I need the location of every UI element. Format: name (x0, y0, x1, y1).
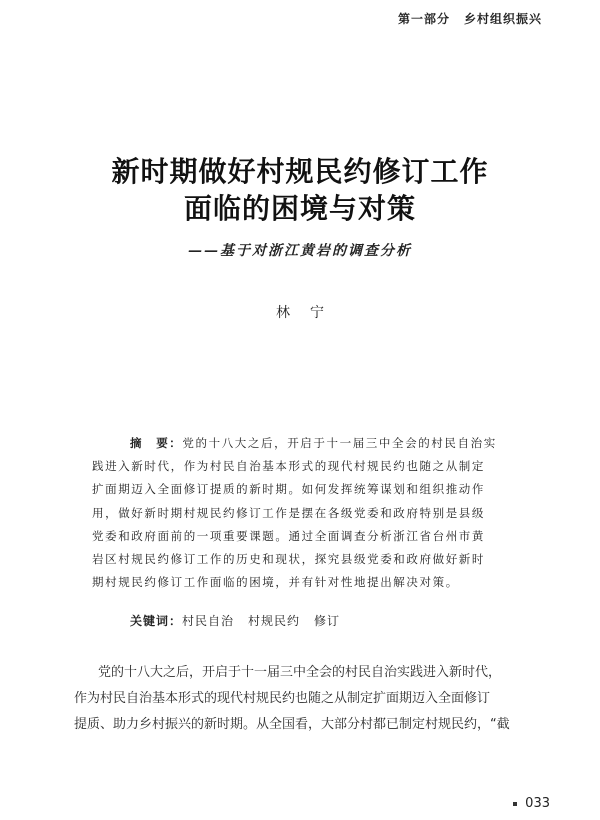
keyword: 村民自治 (182, 614, 235, 628)
keywords (130, 612, 354, 629)
abstract-line: 践进入新时代，作为村民自治基本形式的现代村规民约也随之从制定 (92, 459, 485, 474)
abstract-line: 党委和政府面前的一项重要课题。通过全面调查分析浙江省台州市黄 (92, 528, 485, 543)
body-line: 提质、助力乡村振兴的新时期。从全国看，大部分村都已制定村规民约，“截 (74, 716, 510, 732)
abstract (92, 432, 514, 594)
abstract-line: 期村规民约修订工作面临的困境，并有针对性地提出解决对策。 (92, 575, 459, 590)
page-number: 033 (513, 796, 550, 811)
abstract-line: 扩面期迈入全面修订提质的新时期。如何发挥统筹谋划和组织推动作 (92, 482, 485, 497)
article-title-line-2: 面临的困境与对策 (183, 192, 416, 225)
body-paragraph (74, 660, 526, 737)
article-subtitle: ——基于对浙江黄岩的调查分析 (188, 243, 412, 259)
abstract-line: 摘 要：党的十八大之后，开启于十一届三中全会的村民自治实 (130, 436, 497, 450)
running-head-part: 第一部分 (397, 12, 450, 26)
running-head (398, 10, 542, 27)
page-marker-icon (513, 802, 517, 806)
abstract-label: 摘 要： (130, 436, 183, 450)
body-line: 党的十八大之后，开启于十一届三中全会的村民自治实践进入新时代， (98, 665, 502, 680)
keywords-label: 关键词： (130, 614, 183, 628)
abstract-line: 岩区村规民约修订工作的历史和现状，探究县级党委和政府做好新时 (92, 552, 485, 567)
keyword: 村规民约 (248, 614, 301, 628)
author-name: 林宁 (276, 305, 344, 321)
body-line: 作为村民自治基本形式的现代村规民约也随之从制定扩面期迈入全面修订 (74, 690, 491, 706)
abstract-line: 用，做好新时期村规民约修订工作是摆在各级党委和政府特别是县级 (92, 505, 485, 520)
running-head-section: 乡村组织振兴 (463, 12, 542, 26)
keyword: 修订 (314, 614, 341, 628)
article-title-line-1: 新时期做好村规民约修订工作 (111, 155, 489, 188)
